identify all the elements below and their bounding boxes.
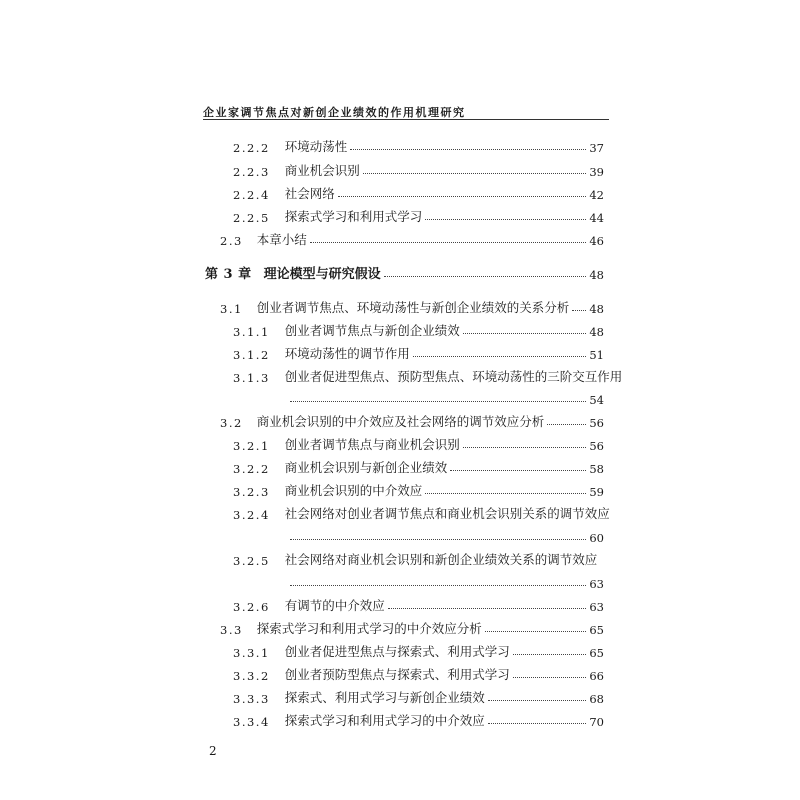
dot-leader	[384, 276, 587, 277]
dot-leader	[425, 493, 586, 494]
toc-chapter-entry	[205, 262, 604, 282]
entry-title: 创业者预防型焦点与探索式、利用式学习	[284, 667, 510, 682]
entry-number: 3.2	[220, 416, 243, 430]
page-number: 2	[209, 744, 217, 758]
dot-leader	[338, 196, 587, 197]
dot-leader	[463, 333, 587, 334]
dot-leader	[290, 539, 586, 540]
toc-entry	[233, 594, 604, 614]
entry-page: 56	[589, 416, 604, 430]
dot-leader	[310, 242, 587, 243]
toc-entry	[233, 709, 604, 729]
dot-leader	[488, 700, 587, 701]
entry-page: 51	[589, 348, 604, 362]
entry-number: 2.3	[220, 234, 243, 248]
dot-leader	[363, 173, 587, 174]
dot-leader	[413, 356, 587, 357]
entry-page: 46	[589, 234, 604, 248]
dot-leader	[485, 631, 587, 632]
toc-entry	[233, 502, 610, 522]
entry-number: 3.3.3	[233, 692, 270, 706]
entry-number: 3.3.2	[233, 669, 270, 683]
dot-leader	[463, 447, 587, 448]
entry-page: 48	[589, 325, 604, 339]
entry-title: 探索式学习和利用式学习的中介效应	[284, 713, 485, 728]
entry-title: 商业机会识别与新创企业绩效	[284, 460, 448, 475]
dot-leader	[290, 401, 586, 402]
dot-leader	[350, 149, 586, 150]
toc-entry-continuation	[290, 525, 604, 545]
entry-number: 3.2.2	[233, 462, 270, 476]
entry-number: 2.2.5	[233, 211, 270, 225]
entry-title: 本章小结	[256, 232, 307, 247]
entry-title: 环境动荡性	[284, 139, 348, 154]
entry-number: 3.3	[220, 623, 243, 637]
entry-page: 37	[589, 141, 604, 155]
entry-title: 商业机会识别的中介效应	[284, 483, 423, 498]
entry-page: 70	[589, 715, 604, 729]
toc-entry	[233, 135, 604, 155]
toc-entry	[220, 228, 604, 248]
entry-title: 探索式学习和利用式学习	[284, 209, 423, 224]
entry-page: 54	[589, 393, 604, 407]
entry-title: 环境动荡性的调节作用	[284, 346, 410, 361]
dot-leader	[513, 677, 587, 678]
toc-entry-continuation	[290, 387, 604, 407]
entry-number: 2.2.4	[233, 188, 270, 202]
entry-page: 39	[589, 165, 604, 179]
entry-number: 3.2.5	[233, 554, 270, 568]
toc-entry	[233, 686, 604, 706]
entry-title: 有调节的中介效应	[284, 598, 385, 613]
entry-number: 2.2.3	[233, 165, 270, 179]
toc-entry	[220, 617, 604, 637]
dot-leader	[388, 608, 587, 609]
header-rule	[203, 119, 609, 120]
entry-number: 3.3.4	[233, 715, 270, 729]
entry-page: 65	[589, 623, 604, 637]
entry-number: 3.2.6	[233, 600, 270, 614]
dot-leader	[290, 585, 586, 586]
toc-entry	[233, 479, 604, 499]
dot-leader	[572, 310, 586, 311]
toc-entry	[233, 663, 604, 683]
toc-entry-continuation	[290, 571, 604, 591]
entry-title: 创业者促进型焦点、预防型焦点、环境动荡性的三阶交互作用	[284, 369, 623, 384]
entry-page: 44	[589, 211, 604, 225]
toc-entry	[233, 205, 604, 225]
entry-number: 3.1.3	[233, 371, 270, 385]
toc-entry	[233, 159, 604, 179]
entry-title: 创业者调节焦点与商业机会识别	[284, 437, 460, 452]
dot-leader	[488, 723, 587, 724]
entry-title: 探索式、利用式学习与新创企业绩效	[284, 690, 485, 705]
toc-entry	[220, 410, 604, 430]
entry-title: 社会网络对商业机会识别和新创企业绩效关系的调节效应	[284, 552, 598, 567]
entry-page: 42	[589, 188, 604, 202]
toc-entry	[233, 456, 604, 476]
entry-page: 65	[589, 646, 604, 660]
entry-number: 3.1.1	[233, 325, 270, 339]
entry-page: 58	[589, 462, 604, 476]
entry-page: 48	[589, 268, 604, 282]
chapter-title: 理论模型与研究假设	[263, 267, 381, 282]
entry-page: 59	[589, 485, 604, 499]
entry-number: 3.1	[220, 302, 243, 316]
toc-entry	[233, 319, 604, 339]
entry-title: 社会网络对创业者调节焦点和商业机会识别关系的调节效应	[284, 506, 610, 521]
entry-number: 3.2.1	[233, 439, 270, 453]
chapter-number: 第 3 章	[205, 267, 252, 282]
entry-title: 商业机会识别	[284, 163, 360, 178]
toc-entry	[220, 296, 604, 316]
toc-entry	[233, 365, 623, 385]
entry-page: 63	[589, 600, 604, 614]
entry-page: 56	[589, 439, 604, 453]
entry-number: 3.3.1	[233, 646, 270, 660]
entry-title: 商业机会识别的中介效应及社会网络的调节效应分析	[256, 414, 545, 429]
entry-title: 创业者调节焦点与新创企业绩效	[284, 323, 460, 338]
toc-entry	[233, 342, 604, 362]
entry-page: 66	[589, 669, 604, 683]
entry-title: 探索式学习和利用式学习的中介效应分析	[256, 621, 482, 636]
dot-leader	[513, 654, 587, 655]
entry-title: 创业者促进型焦点与探索式、利用式学习	[284, 644, 510, 659]
dot-leader	[547, 424, 586, 425]
entry-number: 2.2.2	[233, 141, 270, 155]
toc-entry	[233, 548, 604, 568]
entry-page: 48	[589, 302, 604, 316]
dot-leader	[425, 219, 586, 220]
running-header: 企业家调节焦点对新创企业绩效的作用机理研究	[203, 106, 466, 119]
entry-title: 创业者调节焦点、环境动荡性与新创企业绩效的关系分析	[256, 300, 570, 315]
entry-number: 3.1.2	[233, 348, 270, 362]
entry-number: 3.2.4	[233, 508, 270, 522]
dot-leader	[450, 470, 586, 471]
entry-page: 63	[589, 577, 604, 591]
toc-entry	[233, 640, 604, 660]
toc-entry	[233, 182, 604, 202]
entry-title: 社会网络	[284, 186, 335, 201]
toc-entry	[233, 433, 604, 453]
entry-page: 68	[589, 692, 604, 706]
entry-number: 3.2.3	[233, 485, 270, 499]
entry-page: 60	[589, 531, 604, 545]
